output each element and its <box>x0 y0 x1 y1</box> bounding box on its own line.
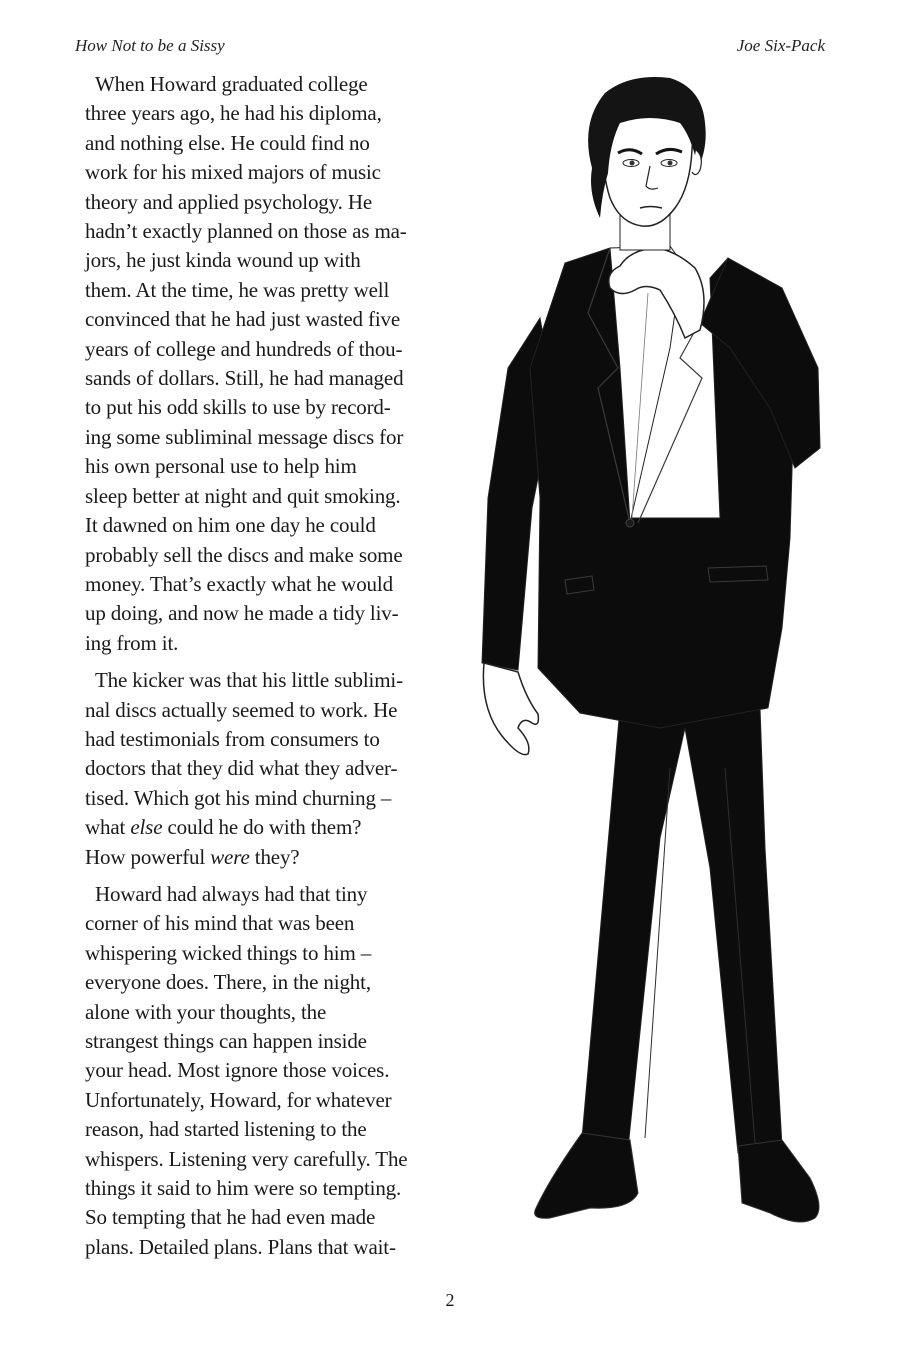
text-line: strangest things can happen inside <box>85 1029 367 1053</box>
text-line: whispering wicked things to him – <box>85 940 372 965</box>
text-run: what <box>85 815 131 840</box>
text-line: ing some subliminal message discs for <box>85 424 404 449</box>
text-line: his own personal use to help him <box>85 454 357 479</box>
text-line: and nothing else. He could find no <box>85 130 370 155</box>
text-line: theory and applied psychology. He <box>85 189 373 214</box>
text-line: sands of dollars. Still, he had managed <box>85 366 404 391</box>
running-head-book-title: How Not to be a Sissy <box>75 36 225 55</box>
text-line: Howard had always had that tiny <box>95 881 368 906</box>
page-number: 2 <box>445 1290 455 1310</box>
text-line: nal discs actually seemed to work. He <box>85 697 398 722</box>
text-line: reason, had started listening to the <box>85 1117 367 1142</box>
text-run: they? <box>249 844 300 869</box>
text-line: So tempting that he had even made <box>85 1205 376 1230</box>
text-line: ing from it. <box>85 630 179 655</box>
paragraph-1 <box>75 70 440 658</box>
text-line: years of college and hundreds of thou- <box>85 336 403 361</box>
paragraph-2 <box>75 666 440 872</box>
right-pocket <box>708 566 768 582</box>
text-line: When Howard graduated college <box>95 72 368 96</box>
text-line: your head. Most ignore those voices. <box>85 1058 390 1083</box>
emphasis-else: else <box>130 815 163 840</box>
running-head-chapter-title: Joe Six-Pack <box>736 36 825 55</box>
left-hand <box>483 663 538 755</box>
text-line: work for his mixed majors of music <box>85 160 381 185</box>
text-line: them. At the time, he was pretty well <box>85 277 390 302</box>
text-line: doctors that they did what they adver- <box>85 756 398 781</box>
text-line: up doing, and now he made a tidy liv- <box>85 601 399 626</box>
emphasis-were: were <box>210 844 250 869</box>
text-line: convinced that he had just wasted five <box>85 307 401 332</box>
text-line: money. That’s exactly what he would <box>85 571 393 596</box>
text-line: probably sell the discs and make some <box>85 542 403 567</box>
text-line: plans. Detailed plans. Plans that wait- <box>85 1234 396 1259</box>
man-in-black-suit-illustration <box>470 68 840 1283</box>
text-line: to put his odd skills to use by record- <box>85 395 391 420</box>
jacket-button <box>626 519 634 527</box>
body-text-column <box>75 70 440 1270</box>
text-run: How powerful <box>85 844 211 869</box>
text-line: It dawned on him one day he could <box>85 513 376 538</box>
left-shoe <box>535 1133 638 1218</box>
text-line: things it said to him were so tempting. <box>85 1176 402 1201</box>
text-line: three years ago, he had his diploma, <box>85 101 382 126</box>
text-line <box>75 813 440 842</box>
text-line: sleep better at night and quit smoking. <box>85 483 401 508</box>
paragraph-3 <box>75 880 440 1262</box>
text-line: corner of his mind that was been <box>85 911 355 936</box>
right-shoe <box>738 1140 819 1222</box>
text-line: Unfortunately, Howard, for whatever <box>85 1087 392 1112</box>
text-run: could he do with them? <box>162 815 362 840</box>
text-line: whispers. Listening very carefully. The <box>85 1146 408 1171</box>
text-line: The kicker was that his little sublimi- <box>95 668 403 693</box>
text-line: everyone does. There, in the night, <box>85 970 371 995</box>
text-line: tised. Which got his mind churning – <box>85 785 392 810</box>
text-line: had testimonials from consumers to <box>85 726 380 751</box>
trousers <box>582 708 782 1153</box>
text-line: hadn’t exactly planned on those as ma- <box>85 219 407 244</box>
text-line: alone with your thoughts, the <box>85 999 327 1024</box>
text-line: jors, he just kinda wound up with <box>85 248 361 273</box>
text-line <box>75 843 440 872</box>
